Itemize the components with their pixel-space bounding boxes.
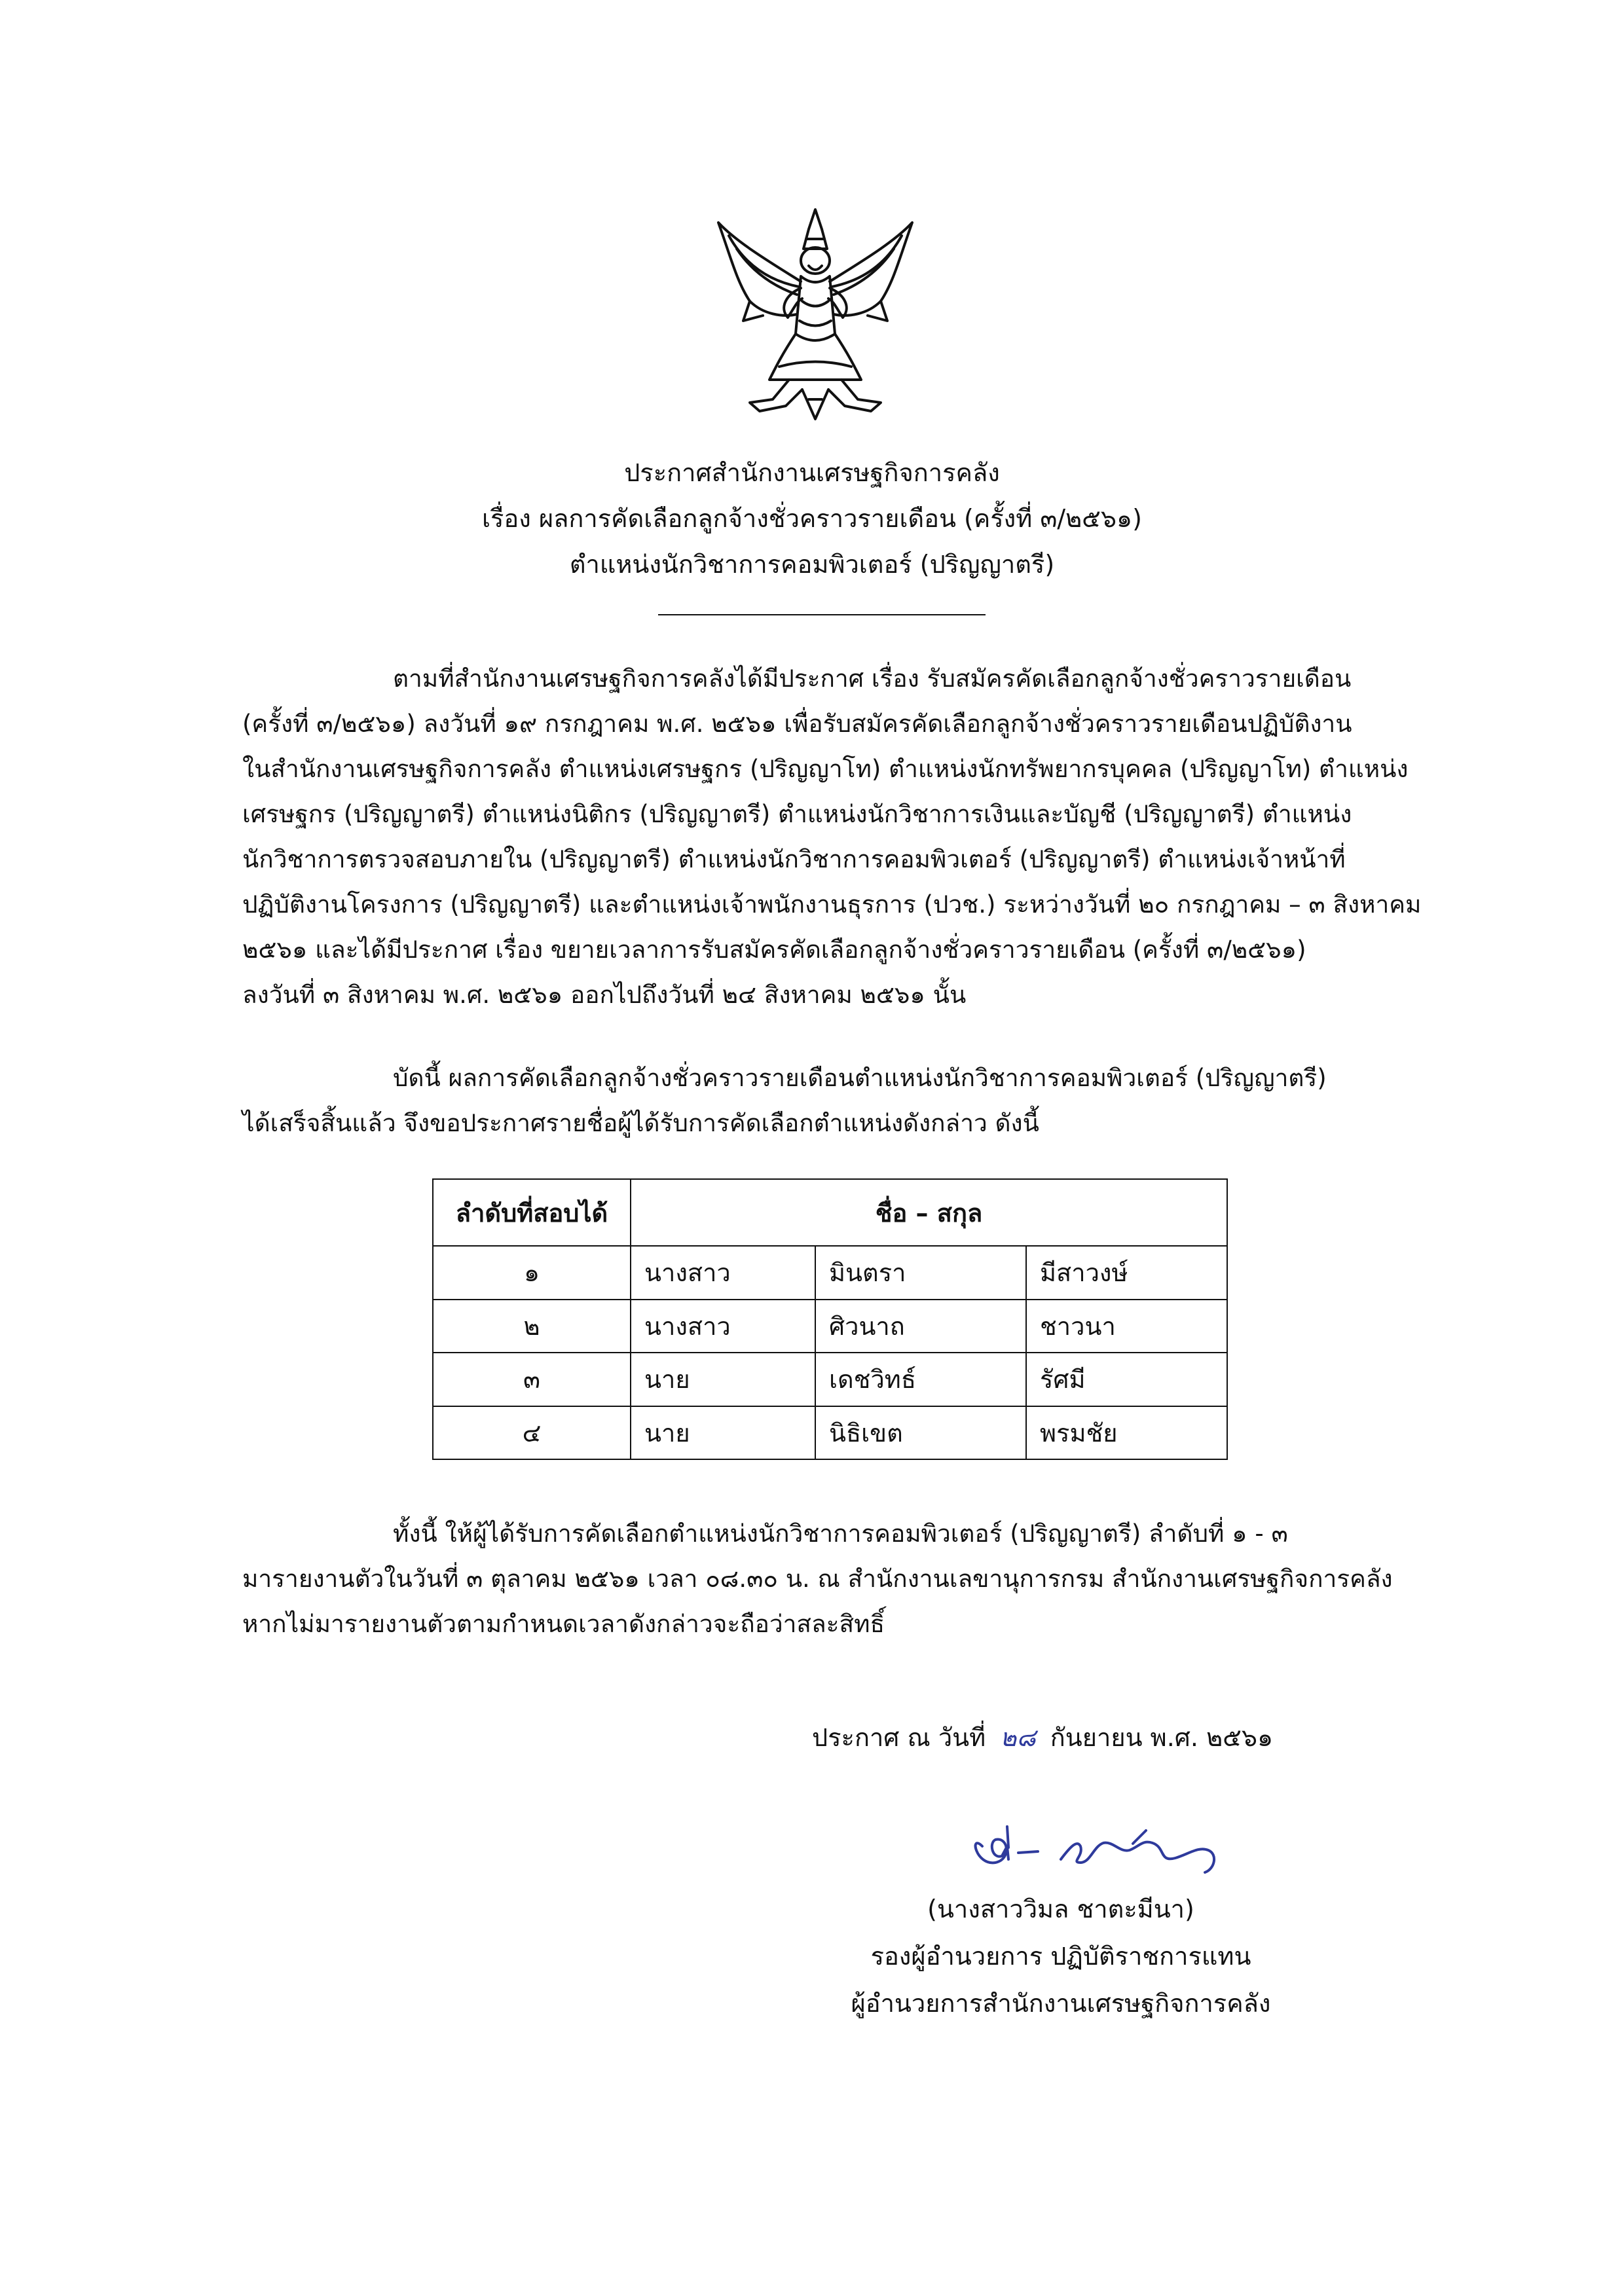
announcement-position: ตำแหน่งนักวิชาการคอมพิวเตอร์ (ปริญญาตรี) [569,550,1055,579]
paragraph-line: ได้เสร็จสิ้นแล้ว จึงขอประกาศรายชื่อผู้ได้รับการคัดเลือกตำแหน่งดังกล่าว ดังนี้ [242,1109,1039,1137]
date-prefix: ประกาศ ณ วันที่ [812,1723,986,1752]
heading-divider [658,614,986,615]
paragraph-line: มารายงานตัวในวันที่ ๓ ตุลาคม ๒๕๖๑ เวลา ๐๘.๓๐ น. ณ สำนักงานเลขานุการกรม สำนักงานเศรษฐกิจการคลัง [242,1565,1393,1593]
announcement-subject: เรื่อง ผลการคัดเลือกลูกจ้างชั่วคราวรายเดือน (ครั้งที่ ๓/๒๕๖๑) [481,504,1142,533]
paragraph-result-intro [242,1055,1460,1146]
date-suffix: กันยายน พ.ศ. ๒๕๖๑ [1050,1723,1274,1752]
date-day-handwritten: ๒๘ [1000,1723,1036,1752]
first-name-cell: เดชวิทธ์ [815,1353,1026,1406]
paragraph-line: ทั้งนี้ ให้ผู้ได้รับการคัดเลือกตำแหน่งนักวิชาการคอมพิวเตอร์ (ปริญญาตรี) ลำดับที่ ๑ - ๓ [393,1520,1288,1548]
table-row [433,1300,1227,1353]
paragraph-line: ตามที่สำนักงานเศรษฐกิจการคลังได้มีประกาศ เรื่อง รับสมัครคัดเลือกลูกจ้างชั่วคราวรายเดือน [393,665,1352,693]
paragraph-line: เศรษฐกร (ปริญญาตรี) ตำแหน่งนิติกร (ปริญญาตรี) ตำแหน่งนักวิชาการเงินและบัญชี (ปริญญาตรี) ตำแหน่ง [242,800,1352,828]
paragraph-line: นักวิชาการตรวจสอบภายใน (ปริญญาตรี) ตำแหน่งนักวิชาการคอมพิวเตอร์ (ปริญญาตรี) ตำแหน่งเจ้าหน้าที่ [242,845,1346,873]
announcement-date [812,1717,1273,1758]
paragraph-line: หากไม่มารายงานตัวตามกำหนดเวลาดังกล่าวจะถือว่าสละสิทธิ์ [242,1610,885,1638]
paragraph-line: ลงวันที่ ๓ สิงหาคม พ.ศ. ๒๕๖๑ ออกไปถึงวันที่ ๒๔ สิงหาคม ๒๕๖๑ นั้น [242,981,967,1009]
rank-cell: ๑ [433,1246,631,1300]
paragraph-reporting [242,1511,1460,1647]
results-table [432,1178,1228,1460]
title-cell: นางสาว [631,1246,815,1300]
signer-position: รองผู้อำนวยการ ปฏิบัติราชการแทน [870,1942,1251,1971]
table-header-row [433,1179,1227,1246]
paragraph-line: (ครั้งที่ ๓/๒๕๖๑) ลงวันที่ ๑๙ กรกฎาคม พ.ศ. ๒๕๖๑ เพื่อรับสมัครคัดเลือกลูกจ้างชั่วคราวรายเดือนปฏิบัติงาน [242,710,1352,738]
title-cell: นางสาว [631,1300,815,1353]
title-cell: นาย [631,1353,815,1406]
table-row [433,1246,1227,1300]
title-cell: นาย [631,1406,815,1460]
first-name-cell: มินตรา [815,1246,1026,1300]
rank-cell: ๓ [433,1353,631,1406]
last-name-cell: พรมชัย [1026,1406,1227,1460]
paragraph-line: ในสำนักงานเศรษฐกิจการคลัง ตำแหน่งเศรษฐกร (ปริญญาโท) ตำแหน่งนักทรัพยากรบุคคล (ปริญญาโท) ตำแหน่ง [242,755,1409,783]
last-name-cell: มีสาวงษ์ [1026,1246,1227,1300]
paragraph-line: ปฏิบัติงานโครงการ (ปริญญาตรี) และตำแหน่งเจ้าพนักงานธุรการ (ปวช.) ระหว่างวันที่ ๒๐ กรกฎาคม – ๓ สิงหาคม [242,890,1422,919]
first-name-cell: นิธิเขต [815,1406,1026,1460]
announcement-title: ประกาศสำนักงานเศรษฐกิจการคลัง [624,458,1000,487]
paragraph-background [242,656,1460,1017]
rank-cell: ๒ [433,1300,631,1353]
rank-column-header: ลำดับที่สอบได้ [433,1179,631,1246]
table-row [433,1353,1227,1406]
last-name-cell: ชาวนา [1026,1300,1227,1353]
last-name-cell: รัศมี [1026,1353,1227,1406]
first-name-cell: ศิวนาถ [815,1300,1026,1353]
garuda-emblem-icon [710,203,920,426]
rank-cell: ๔ [433,1406,631,1460]
name-column-header: ชื่อ – สกุล [631,1179,1227,1246]
signature-icon [956,1807,1257,1892]
paragraph-line: บัดนี้ ผลการคัดเลือกลูกจ้างชั่วคราวรายเดือนตำแหน่งนักวิชาการคอมพิวเตอร์ (ปริญญาตรี) [393,1064,1327,1092]
signer-organization: ผู้อำนวยการสำนักงานเศรษฐกิจการคลัง [851,1989,1271,2018]
signer-name: (นางสาววิมล ชาตะมีนา) [927,1895,1194,1923]
table-row [433,1406,1227,1460]
signature-block [799,1886,1323,2027]
paragraph-line: ๒๕๖๑ และได้มีประกาศ เรื่อง ขยายเวลาการรับสมัครคัดเลือกลูกจ้างชั่วคราวรายเดือน (ครั้งที่ ๓/๒๕๖๑) [242,936,1306,964]
